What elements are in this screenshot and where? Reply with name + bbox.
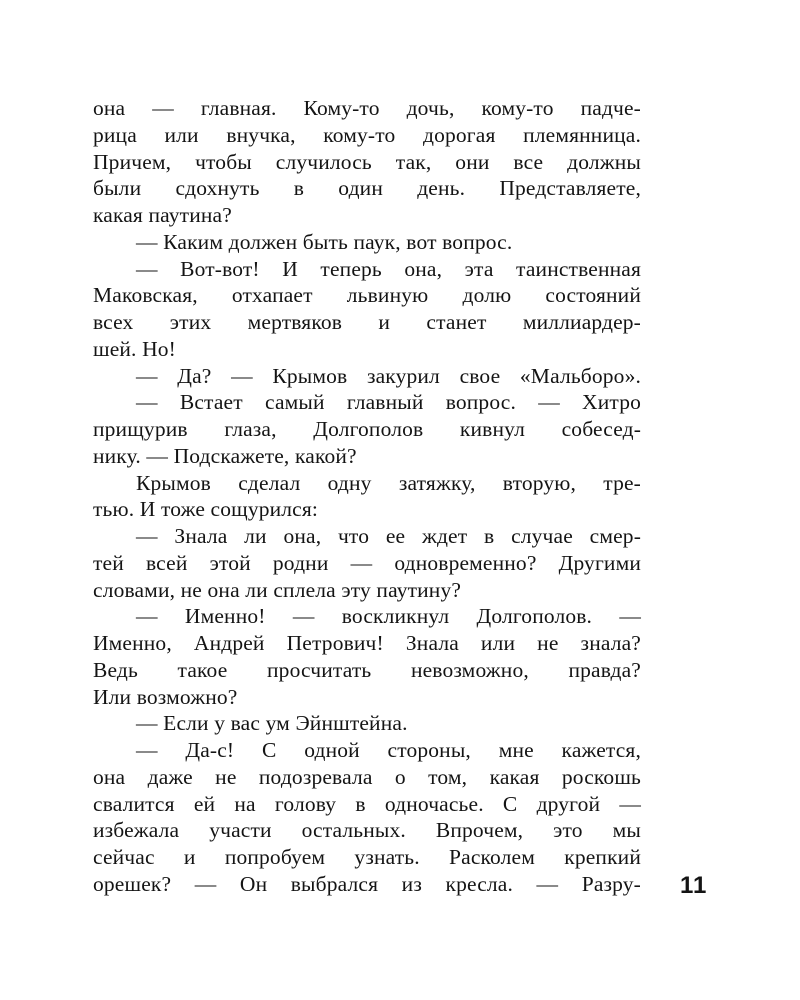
page-number: 11 bbox=[680, 872, 708, 899]
text-line: — Встает самый главный вопрос. — Хитро bbox=[136, 390, 641, 415]
text-line: Ведь такое просчитать невозможно, правда? bbox=[93, 657, 641, 682]
text-line: — Да? — Крымов закурил свое «Мальборо». bbox=[136, 363, 641, 388]
text-line: какая паутина? bbox=[93, 203, 232, 227]
text-line: Причем, чтобы случилось так, они все должны bbox=[93, 149, 641, 174]
text-line: тей всей этой родни — одновременно? Другими bbox=[93, 550, 641, 575]
text-line: свалится ей на голову в одночасье. С другой — bbox=[93, 791, 641, 816]
text-line: сейчас и попробуем узнать. Расколем крепкий bbox=[93, 845, 641, 869]
text-line: — Если у вас ум Эйнштейна. bbox=[136, 711, 408, 736]
text-line: Крымов сделал одну затяжку, вторую, тре- bbox=[136, 470, 641, 495]
text-line: орешек? — Он выбрался из кресла. — Разру- bbox=[93, 871, 641, 896]
body-text bbox=[93, 95, 641, 898]
text-line: она даже не подозревала о том, какая роскошь bbox=[93, 764, 641, 789]
text-line: Или возможно? bbox=[93, 684, 238, 709]
text-line: были сдохнуть в один день. Представляете, bbox=[93, 176, 641, 201]
text-line: словами, не она ли сплела эту паутину? bbox=[93, 577, 462, 602]
text-line: — Каким должен быть паук, вот вопрос. bbox=[136, 229, 513, 254]
text-line: она — главная. Кому-то дочь, кому-то падче- bbox=[93, 96, 641, 120]
text-line: прищурив глаза, Долгополов кивнул собесед- bbox=[93, 417, 641, 441]
text-line: — Да-с! С одной стороны, мне кажется, bbox=[136, 738, 641, 762]
text-line: всех этих мертвяков и станет миллиардер- bbox=[93, 310, 641, 334]
text-line: — Знала ли она, что ее ждет в случае смер- bbox=[136, 524, 641, 548]
text-line: рица или внучка, кому-то дорогая племянница. bbox=[93, 122, 641, 147]
text-line: нику. — Подскажете, какой? bbox=[93, 443, 357, 468]
text-line: Маковская, отхапает львиную долю состояний bbox=[93, 283, 641, 308]
text-line: Именно, Андрей Петрович! Знала или не знала? bbox=[93, 631, 641, 655]
text-line: — Именно! — воскликнул Долгополов. — bbox=[136, 604, 641, 629]
text-line: тью. И тоже сощурился: bbox=[93, 497, 319, 522]
text-line: шей. Но! bbox=[93, 336, 176, 361]
text-line: избежала участи остальных. Впрочем, это мы bbox=[93, 818, 641, 843]
text-line: — Вот-вот! И теперь она, эта таинственная bbox=[136, 256, 641, 281]
